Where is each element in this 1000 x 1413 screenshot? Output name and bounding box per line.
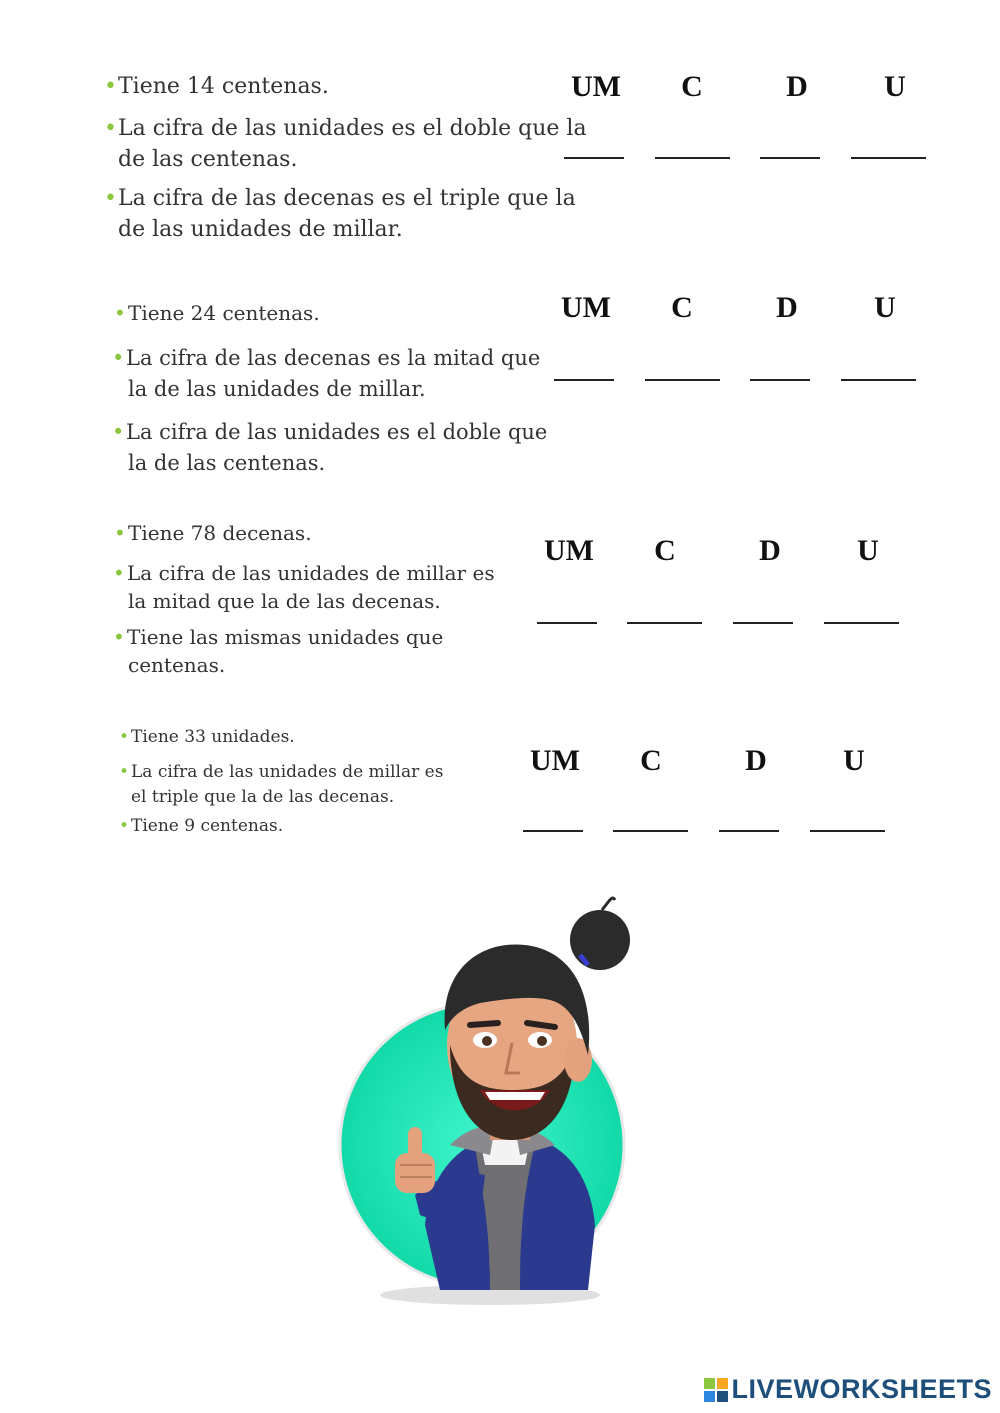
header-c: C: [671, 291, 693, 324]
header-d: D: [776, 291, 798, 324]
clue: [119, 727, 295, 747]
clue: [112, 417, 548, 479]
clue-text: de las unidades de millar.: [118, 217, 403, 242]
header-u: U: [884, 70, 906, 103]
clue: [104, 74, 329, 99]
clue: [104, 113, 587, 175]
header-um: UM: [571, 70, 621, 103]
clue-text: Tiene 14 centenas.: [118, 74, 329, 99]
clue-text: Tiene las mismas unidades que: [127, 625, 444, 649]
bullet-icon: •: [119, 762, 130, 782]
header-d: D: [759, 534, 781, 567]
bullet-icon: •: [113, 625, 125, 649]
clue: [114, 301, 320, 325]
clue-text: Tiene 24 centenas.: [128, 301, 320, 325]
header-um: UM: [530, 744, 580, 777]
bullet-icon: •: [119, 816, 130, 836]
header-c: C: [681, 70, 703, 103]
logo-text: LIVEWORKSHEETS: [731, 1374, 992, 1404]
clue-text: Tiene 78 decenas.: [128, 521, 312, 545]
answer-blank-d[interactable]: [733, 622, 793, 624]
bullet-icon: •: [104, 74, 117, 99]
header-d: D: [786, 70, 808, 103]
answer-blank-u[interactable]: [810, 830, 885, 832]
answer-blank-u[interactable]: [841, 379, 916, 381]
bullet-icon: •: [112, 346, 125, 370]
header-u: U: [857, 534, 879, 567]
answer-blank-um[interactable]: [523, 830, 583, 832]
liveworksheets-logo[interactable]: [703, 1374, 992, 1405]
answer-blank-c[interactable]: [627, 622, 702, 624]
answer-blank-d[interactable]: [760, 157, 820, 159]
clue: [113, 623, 444, 679]
header-um: UM: [544, 534, 594, 567]
clue: [119, 760, 444, 810]
answer-blank-um[interactable]: [537, 622, 597, 624]
answer-blank-um[interactable]: [554, 379, 614, 381]
answer-blank-d[interactable]: [750, 379, 810, 381]
bullet-icon: •: [114, 521, 126, 545]
answer-blank-c[interactable]: [655, 157, 730, 159]
bullet-icon: •: [113, 561, 125, 585]
clue: [119, 816, 284, 836]
clue-text: la mitad que la de las decenas.: [128, 589, 441, 613]
answer-blank-c[interactable]: [613, 830, 688, 832]
clue-text: la de las centenas.: [128, 451, 326, 475]
header-u: U: [843, 744, 865, 777]
clue-text: La cifra de las unidades es el doble que la: [118, 116, 587, 141]
clue-text: de las centenas.: [118, 147, 298, 172]
clue-text: La cifra de las unidades de millar es: [127, 561, 495, 585]
liveworksheets-logo-icon: [703, 1377, 729, 1403]
clue-text: La cifra de las unidades es el doble que: [126, 420, 548, 444]
header-d: D: [745, 744, 767, 777]
clue: [113, 559, 495, 615]
clue-text: La cifra de las decenas es la mitad que: [126, 346, 541, 370]
answer-blank-u[interactable]: [824, 622, 899, 624]
bullet-icon: •: [104, 186, 117, 211]
clue: [104, 183, 576, 245]
answer-blank-c[interactable]: [645, 379, 720, 381]
clue-text: La cifra de las decenas es el triple que la: [118, 186, 576, 211]
bullet-icon: •: [112, 420, 125, 444]
bitmoji-thumbs-up-avatar-icon: [330, 895, 650, 1315]
bullet-icon: •: [114, 301, 126, 325]
header-c: C: [640, 744, 662, 777]
header-u: U: [874, 291, 896, 324]
answer-blank-d[interactable]: [719, 830, 779, 832]
bullet-icon: •: [119, 727, 130, 747]
clue-text: Tiene 33 unidades.: [131, 727, 295, 747]
clue: [114, 521, 312, 545]
clue-text: Tiene 9 centenas.: [131, 816, 284, 836]
clue-text: la de las unidades de millar.: [128, 377, 426, 401]
clue-text: centenas.: [128, 653, 226, 677]
clue-text: el triple que la de las decenas.: [131, 787, 395, 807]
header-um: UM: [561, 291, 611, 324]
bullet-icon: •: [104, 116, 117, 141]
answer-blank-um[interactable]: [564, 157, 624, 159]
clue-text: La cifra de las unidades de millar es: [131, 762, 444, 782]
answer-blank-u[interactable]: [851, 157, 926, 159]
header-c: C: [654, 534, 676, 567]
clue: [112, 343, 541, 405]
